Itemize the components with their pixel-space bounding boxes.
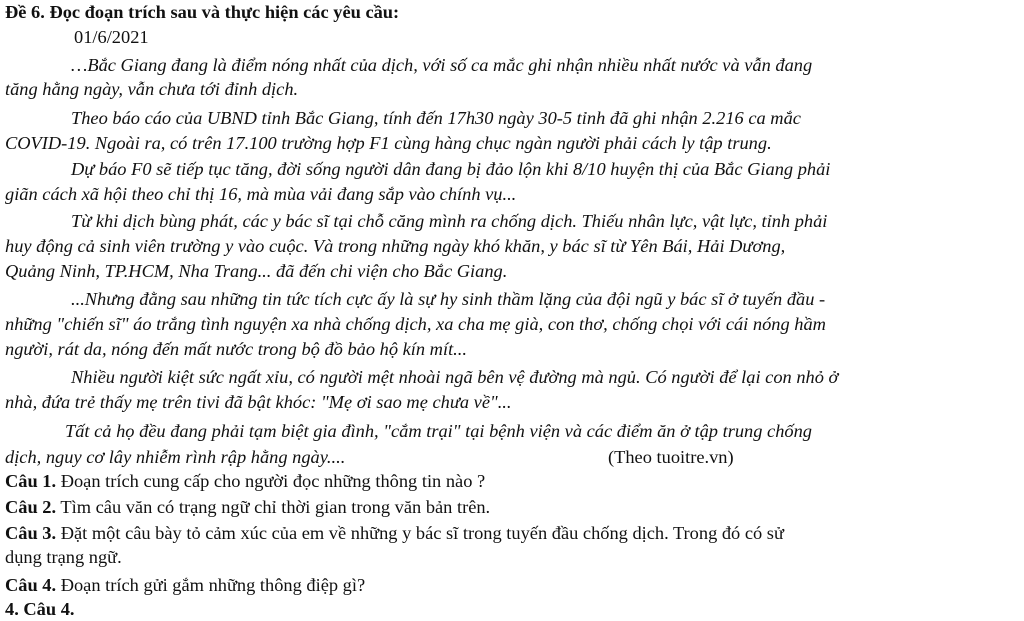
question-text: Đoạn trích gửi gắm những thông điệp gì? (56, 575, 366, 595)
question-3-continued (5, 545, 122, 569)
passage-line: dịch, nguy cơ lây nhiễm rình rập hằng ngày.... (5, 447, 346, 467)
question-1 (5, 469, 485, 493)
passage-line: …Bắc Giang đang là điểm nóng nhất của dịch, với số ca mắc ghi nhận nhiều nhất nước và vẫn đang (71, 55, 813, 75)
passage-line: giãn cách xã hội theo chỉ thị 16, mà mùa vải đang sắp vào chính vụ... (5, 184, 517, 204)
question-text: Tìm câu văn có trạng ngữ chỉ thời gian trong văn bản trên. (56, 497, 491, 517)
question-label: Câu 4. (5, 575, 57, 595)
question-text: dụng trạng ngữ. (5, 547, 122, 567)
passage-line: Dự báo F0 sẽ tiếp tục tăng, đời sống người dân đang bị đảo lộn khi 8/10 huyện thị của Bắc Giang phải (71, 159, 831, 179)
passage-source: (Theo tuoitre.vn) (608, 447, 734, 467)
question-4 (5, 573, 365, 597)
question-label: Câu 3. (5, 523, 57, 543)
heading-label: Đề 6. (5, 2, 45, 22)
question-text: Đặt một câu bày tỏ cảm xúc của em về những y bác sĩ trong tuyến đầu chống dịch. Trong đó có sử (56, 523, 784, 543)
passage-line: Từ khi dịch bùng phát, các y bác sĩ tại chỗ căng mình ra chống dịch. Thiếu nhân lực, vật lực, tỉnh phải (71, 211, 828, 231)
passage-line: những "chiến sĩ" áo trắng tình nguyện xa nhà chống dịch, xa cha mẹ già, con thơ, chống chọi với cái nóng hầm (5, 314, 826, 334)
cut-off-line (5, 599, 85, 619)
passage-line: COVID-19. Ngoài ra, có trên 17.100 trường hợp F1 cùng hàng chục ngàn người phải cách ly tập trung. (5, 133, 772, 153)
passage-line: huy động cả sinh viên trường y vào cuộc. Và trong những ngày khó khăn, y bác sĩ từ Yên Bái, Hải Dương, (5, 236, 786, 256)
passage-line: nhà, đứa trẻ thấy mẹ trên tivi đã bật khóc: "Mẹ ơi sao mẹ chưa về"... (5, 392, 512, 412)
passage-line: người, rát da, nóng đến mất nước trong bộ đồ bảo hộ kín mít... (5, 339, 467, 359)
passage-line: Tất cả họ đều đang phải tạm biệt gia đình, "cắm trại" tại bệnh viện và các điểm ăn ở tập trung chống (65, 421, 812, 441)
cut-off-text: 4. Câu 4. (5, 599, 75, 619)
question-label: Câu 2. (5, 497, 57, 517)
passage-line: Theo báo cáo của UBND tỉnh Bắc Giang, tính đến 17h30 ngày 30-5 tỉnh đã ghi nhận 2.216 ca mắc (71, 108, 801, 128)
question-text: Đoạn trích cung cấp cho người đọc những thông tin nào ? (56, 471, 486, 491)
question-3 (5, 521, 784, 545)
passage-line: tăng hằng ngày, vẫn chưa tới đỉnh dịch. (5, 79, 299, 99)
exam-heading (5, 0, 399, 24)
heading-text: Đọc đoạn trích sau và thực hiện các yêu cầu: (44, 2, 400, 22)
passage-date: 01/6/2021 (74, 27, 149, 47)
question-2 (5, 495, 490, 519)
passage-line: Quảng Ninh, TP.HCM, Nha Trang... đã đến chi viện cho Bắc Giang. (5, 261, 508, 281)
passage-line: Nhiều người kiệt sức ngất xỉu, có người mệt nhoài ngã bên vệ đường mà ngủ. Có người để lại con nhỏ ở (71, 367, 839, 387)
question-label: Câu 1. (5, 471, 57, 491)
passage-line: ...Nhưng đằng sau những tin tức tích cực ấy là sự hy sinh thầm lặng của đội ngũ y bác sĩ ở tuyến đầu - (71, 289, 826, 309)
